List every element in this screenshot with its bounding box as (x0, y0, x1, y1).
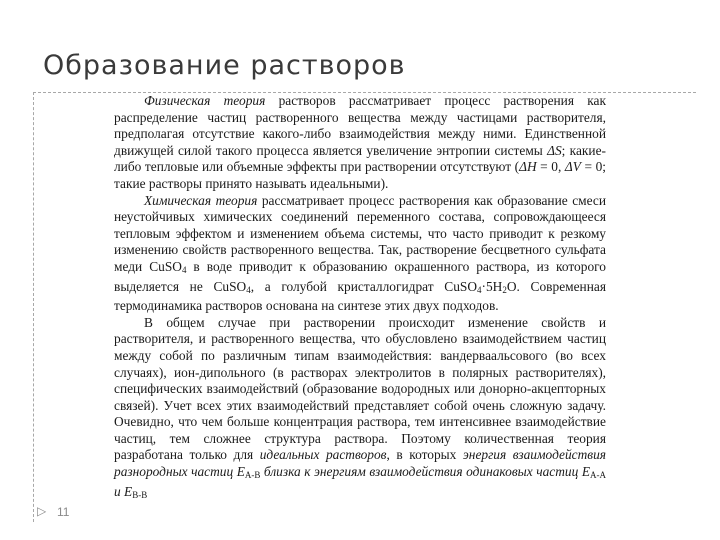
slide-title: Образование растворов (43, 50, 406, 81)
paragraph-physical-theory: Физическая теория растворов рассматривает процесс растворения как распределение частиц растворенного вещества между частицами растворителя, предполагая отсутствие какого-либо взаимодействия между ними. Единственной движущей силой такого процесса является увеличение энтропии системы ΔS; какие-либо тепловые или объемные эффекты при растворении отсутствуют (ΔH = 0, ΔV = 0; такие растворы принято называть идеальными). (114, 93, 606, 191)
scanned-text (114, 93, 606, 503)
paragraph-chemical-theory: Химическая теория рассматривает процесс растворения как образование смеси неустойчивых химических соединений переменного состава, сопровождающееся тепловым эффектом и изменением объема системы, что часто приводит к резкому изменению свойств растворенного вещества. Так, растворение бесцветного сульфата меди CuSO$_4$ в воде приводит к образованию окрашенного раствора, из которого выделяется не CuSO$_4$, а голубой кристаллогидрат $CuSO_4\cdot 5H_2O$. Современная термодинамика растворов основана на синтезе этих двух подходов. (114, 192, 606, 314)
page-number: 11 (57, 505, 70, 519)
chevron-right-icon: ▷ (37, 504, 47, 518)
left-margin-line (33, 92, 34, 522)
paragraph-general-case: В общем случае при растворении происходит изменение свойств и растворителя, и растворенного вещества, что обусловлено взаимодействием частиц между собой по различным типам взаимодействия: вандерваальсового (во всех случаях), ион-дипольного (в растворах электролитов в полярных растворителях), специфических взаимодействий (образование водородных или донорно-акцепторных связей). Учет всех этих взаимодействий представляет собой очень сложную задачу. Очевидно, что чем больше концентрация раствора, тем интенсивнее взаимодействие частиц, тем сложнее структура раствора. Поэтому количественная теория разработана только для идеальных растворов, в которых энергия взаимодействия разнородных частиц $E_{A-B}$ близка к энергиям взаимодействия одинаковых частиц $E_{A-A}$ и $E_{B-B}$ (114, 314, 606, 500)
